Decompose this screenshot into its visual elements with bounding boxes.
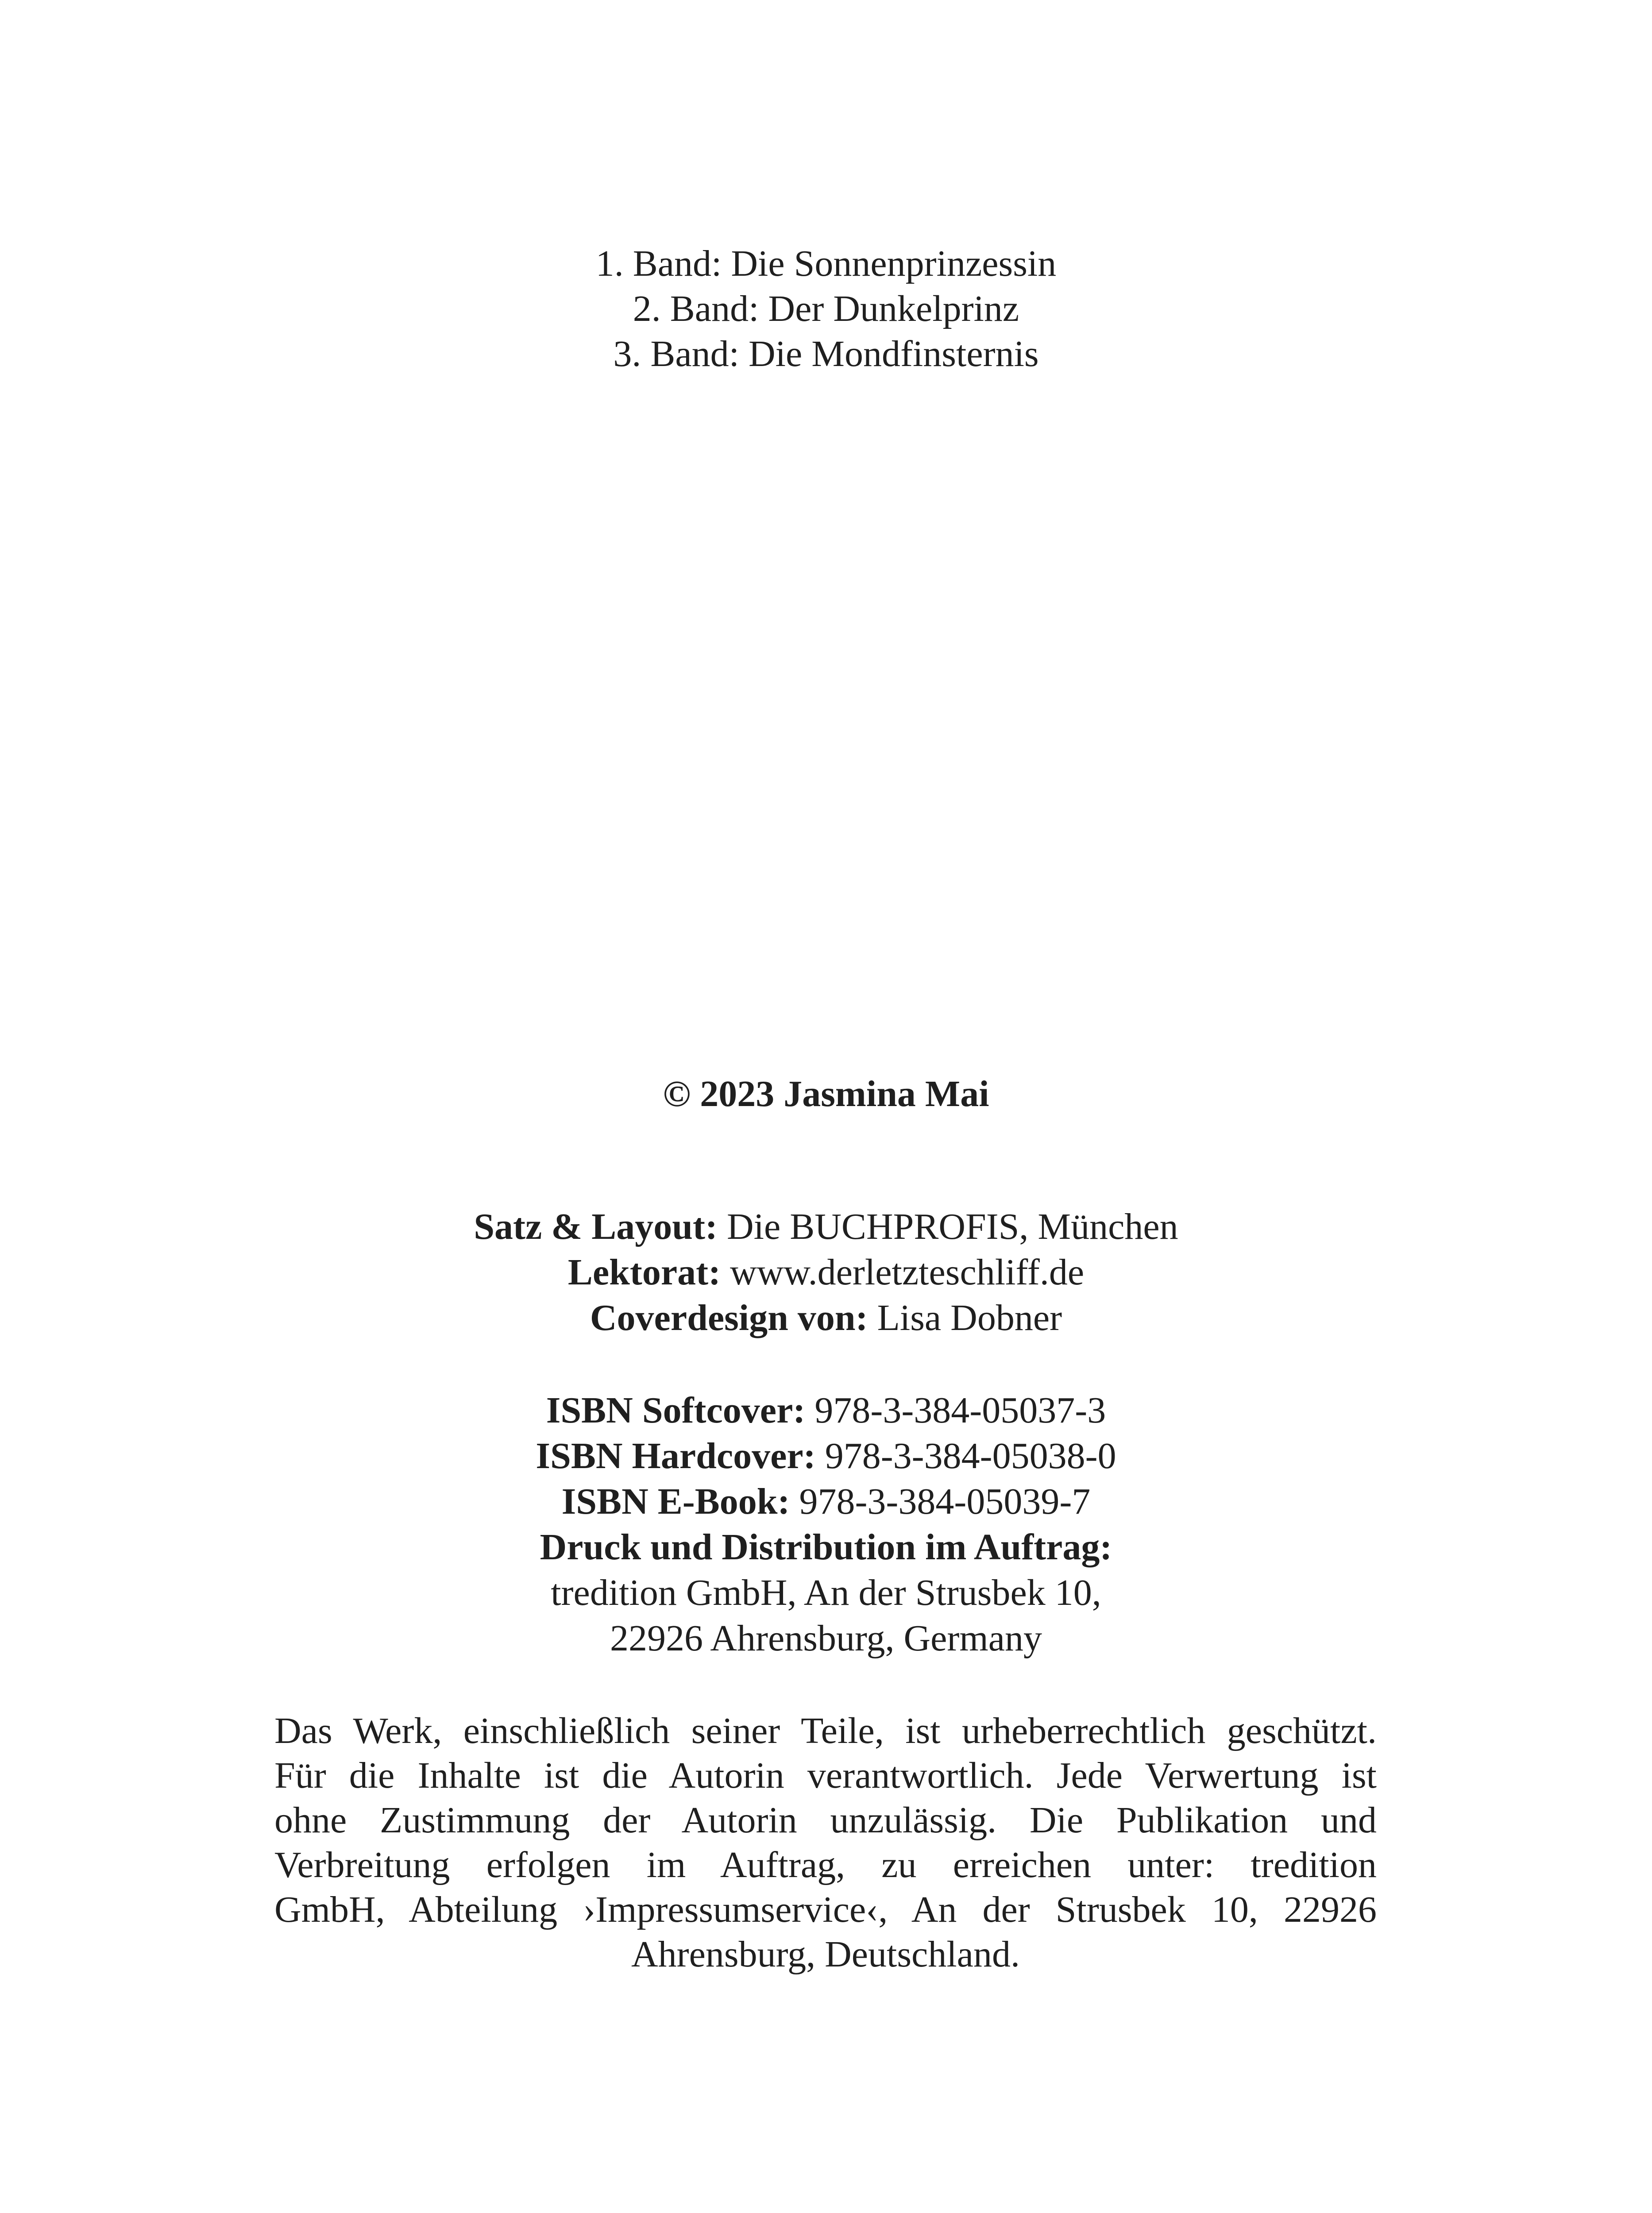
credit-cover: [0, 1295, 1652, 1341]
legal-line: Ahrensburg, Deutschland.: [631, 1934, 1020, 1975]
distribution-label: [0, 1524, 1652, 1570]
distribution-label-text: Druck und Distribution im Auftrag:: [540, 1527, 1112, 1568]
credits-block: [0, 1204, 1652, 1341]
credit-editing-label: Lektorat:: [567, 1252, 721, 1293]
legal-line: Das Werk, einschließlich seiner Teile, ist urheberrechtlich geschützt.: [274, 1710, 1377, 1751]
isbn-softcover-value: 978-3-384-05037-3: [805, 1390, 1106, 1431]
credit-layout-value: Die BUCHPROFIS, München: [717, 1206, 1178, 1247]
legal-line: ohne Zustimmung der Autorin unzulässig. Die Publikation und: [274, 1800, 1377, 1841]
credit-layout: [0, 1204, 1652, 1249]
legal-notice-paragraph: [274, 1708, 1377, 1977]
isbn-hardcover-value: 978-3-384-05038-0: [815, 1435, 1116, 1477]
distribution-address-line-2: 22926 Ahrensburg, Germany: [610, 1618, 1042, 1659]
legal-line: Verbreitung erfolgen im Auftrag, zu erreichen unter: tredition: [274, 1844, 1377, 1885]
series-volume-1: 1. Band: Die Sonnenprinzessin: [595, 243, 1057, 284]
legal-line: GmbH, Abteilung ›Impressumservice‹, An der Strusbek 10, 22926: [274, 1889, 1377, 1930]
isbn-ebook: [0, 1479, 1652, 1524]
copyright-notice: [0, 1071, 1652, 1117]
series-volume-2: 2. Band: Der Dunkelprinz: [633, 288, 1019, 329]
isbn-hardcover-label: ISBN Hardcover:: [536, 1435, 816, 1477]
distribution-address-line-1: tredition GmbH, An der Strusbek 10,: [551, 1572, 1101, 1613]
credit-cover-value: Lisa Dobner: [868, 1297, 1062, 1338]
credit-layout-label: Satz & Layout:: [474, 1206, 718, 1247]
isbn-ebook-value: 978-3-384-05039-7: [790, 1481, 1091, 1522]
isbn-softcover: [0, 1388, 1652, 1433]
isbn-ebook-label: ISBN E-Book:: [561, 1481, 790, 1522]
credit-cover-label: Coverdesign von:: [590, 1297, 868, 1338]
isbn-hardcover: [0, 1433, 1652, 1479]
series-volume-3: 3. Band: Die Mondfinsternis: [613, 333, 1039, 374]
legal-line: Für die Inhalte ist die Autorin verantwortlich. Jede Verwertung ist: [274, 1755, 1377, 1796]
copyright-text: © 2023 Jasmina Mai: [663, 1073, 989, 1114]
series-list: [0, 241, 1652, 377]
credit-editing-value: www.derletzteschliff.de: [721, 1252, 1085, 1293]
isbn-softcover-label: ISBN Softcover:: [546, 1390, 806, 1431]
isbn-block: [0, 1388, 1652, 1661]
credit-editing: [0, 1249, 1652, 1295]
